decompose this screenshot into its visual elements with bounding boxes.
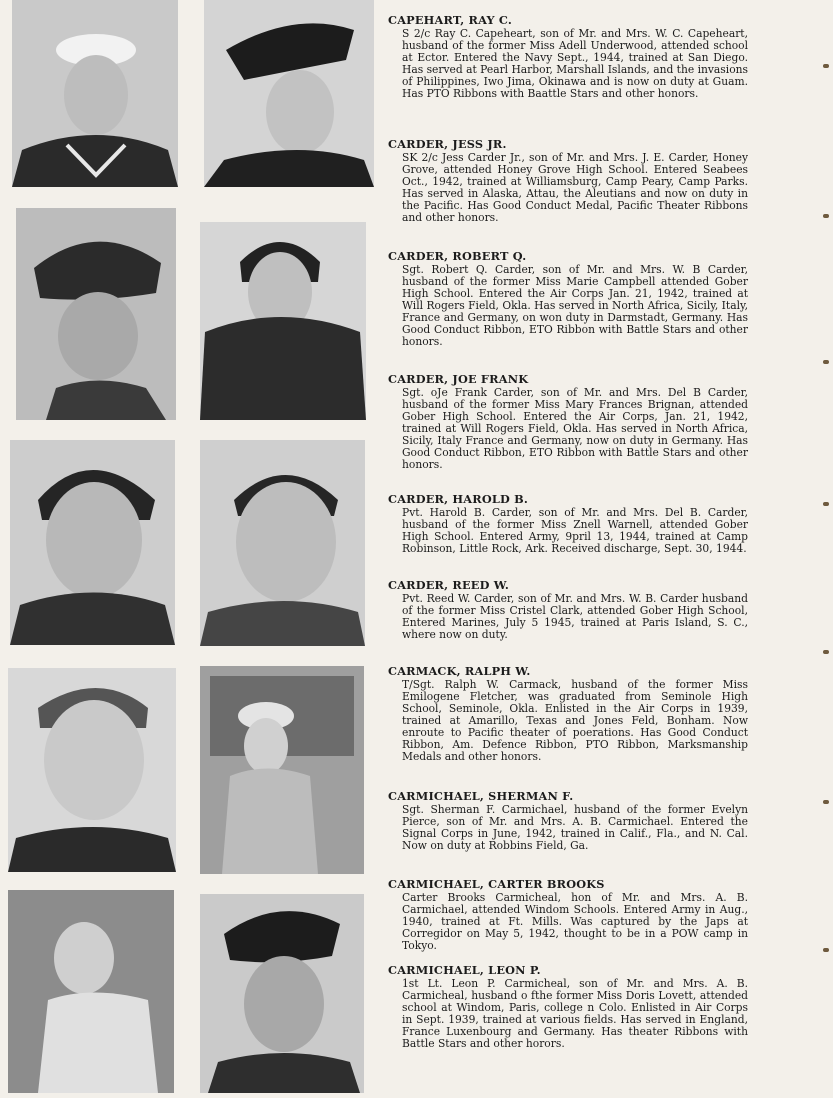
binding-hole-icon [823,800,829,804]
photo-capehart [12,0,178,187]
entry-name: CAPEHART, RAY C. [388,13,513,27]
soldier-portrait-icon [8,668,176,872]
sailor-portrait-icon [12,0,178,187]
binding-edge [815,0,833,1098]
entry-carder-harold [388,493,758,555]
entry-name: CARDER, HAROLD B. [388,492,529,506]
photo-carder-robert [16,208,176,420]
soldier-field-portrait-icon [200,666,364,874]
entry-carder-jess [388,138,758,224]
entry-carmichael-sherman [388,790,758,852]
photo-carder-joe [200,222,366,420]
entry-body: 1st Lt. Leon P. Carmicheal, son of Mr. and Mrs. A. B. Carmicheal, husband o fthe former Miss Doris Lovett, attended school at Windom, Paris, college n Colo. Enlisted in Air Corps in Sept. 1939, trained at various fields. Has served in England, France Luxenbourg and Germany. Has theater Ribbons with Battle Stars and other horors. [402,977,748,1050]
entry-name: CARDER, ROBERT Q. [388,249,527,263]
entry-name: CARMICHAEL, SHERMAN F. [388,789,574,803]
officer-cap-portrait-icon [200,894,364,1093]
young-man-portrait-icon [200,440,365,646]
entry-carder-joe [388,373,758,471]
binding-hole-icon [823,360,829,364]
binding-hole-icon [823,64,829,68]
entry-capehart [388,14,758,100]
entry-name: CARDER, JOE FRANK [388,372,529,386]
photo-carmichael-carter [8,890,174,1093]
entry-name: CARMICHAEL, LEON P. [388,963,541,977]
entry-name: CARDER, JESS JR. [388,137,507,151]
entry-body: Sgt. oJe Frank Carder, son of Mr. and Mrs. Del B Carder, husband of the former Miss Mary Frances Brignan, attended Gober High School. Entered the Air Corps, Jan. 21, 1942, trained at Will Rogers Field, Okla. Has served in North Africa, Sicily, Italy France and Germany, now on duty in Germany. Has Good Conduct Ribbon, ETO Ribbon with Battle Stars and other honors. [402,386,748,471]
navy-sailor-portrait-icon [204,0,374,187]
binding-hole-icon [823,214,829,218]
photo-carmichael-leon [200,894,364,1093]
entry-carmichael-carter [388,878,758,952]
photo-carmichael-sherman [200,666,364,874]
photo-carmack [8,668,176,872]
entry-carder-reed [388,579,758,641]
entry-body: Carter Brooks Carmicheal, hon of Mr. and Mrs. A. B. Carmichael, attended Windom Schools. Entered Army in Aug., 1940, trained at Ft. Mills. Was captured by the Japs at Corregidor on May 5, 1942, thought to be in a POW camp in Tokyo. [402,891,748,952]
entry-name: CARDER, REED W. [388,578,510,592]
entry-carder-robert [388,250,758,348]
entry-body: Sgt. Sherman F. Carmichael, husband of the former Evelyn Pierce, son of Mr. and Mrs. A. B. Carmichael. Entered the Signal Corps in June, 1942, trained in Calif., Fla., and N. Cal. Now on duty at Robbins Field, Ga. [402,803,748,852]
army-portrait-icon [10,440,175,645]
photo-carder-jess [204,0,374,187]
entry-body: Pvt. Reed W. Carder, son of Mr. and Mrs. W. B. Carder husband of the former Miss Cristel Clark, attended Gober High School, Entered Marines, July 5 1945, trained at Paris Island, S. C., where now on duty. [402,592,748,641]
entry-body: S 2/c Ray C. Capeheart, son of Mr. and Mrs. W. C. Capeheart, husband of the former Miss Adell Underwood, attended school at Ector. Entered the Navy Sept., 1944, trained at San Diego. Has served at Pearl Harbor, Marshall Islands, and the invasions of Philippines, Iwo Jima, Okinawa and is now on duty at Guam. Has PTO Ribbons with Baattle Stars and other honors. [402,27,749,100]
entry-body: SK 2/c Jess Carder Jr., son of Mr. and Mrs. J. E. Carder, Honey Grove, attended Honey Grove High School. Entered Seabees Oct., 1942, trained at Williamsburg, Camp Peary, Camp Parks. Has served in Alaska, Attau, the Aleutians and now on duty in the Pacific. Has Good Conduct Medal, Pacific Theater Ribbons and other honors. [402,151,748,224]
entry-body: Sgt. Robert Q. Carder, son of Mr. and Mrs. W. B Carder, husband of the former Miss Marie Campbell attended Gober High School. Entered the Air Corps Jan. 21, 1942, trained at Will Rogers Field, Okla. Has served in North Africa, Sicily, Italy, France and Germany, on won duty in Darmstadt, Germany. Has Good Conduct Ribbon, ETO Ribbon with Battle Stars and other honors. [402,263,748,348]
sergeant-portrait-icon [200,222,366,420]
photo-carder-harold [10,440,175,645]
entry-carmichael-leon [388,964,758,1050]
army-cap-portrait-icon [16,208,176,420]
entry-body: T/Sgt. Ralph W. Carmack, husband of the former Miss Emilogene Fletcher, was graduated from Seminole High School, Seminole, Okla. Enlisted in the Air Corps in 1939, trained at Amarillo, Texas and Jones Feld, Bonham. Now enroute to Pacific theater of poerations. Has Good Conduct Ribbon, Am. Defence Ribbon, PTO Ribbon, Marksmanship Medals and other honors. [402,678,748,763]
entry-name: CARMICHAEL, CARTER BROOKS [388,877,605,891]
photo-carder-reed [200,440,365,646]
binding-hole-icon [823,502,829,506]
binding-hole-icon [823,948,829,952]
binding-hole-icon [823,650,829,654]
entry-body: Pvt. Harold B. Carder, son of Mr. and Mrs. Del B. Carder, husband of the former Miss Znell Warnell, attended Gober High School. Entered Army, 9pril 13, 1944, trained at Camp Robinson, Little Rock, Ark. Received discharge, Sept. 30, 1944. [402,506,748,555]
soldier-seated-portrait-icon [8,890,174,1093]
entry-carmack [388,665,758,763]
entry-name: CARMACK, RALPH W. [388,664,531,678]
